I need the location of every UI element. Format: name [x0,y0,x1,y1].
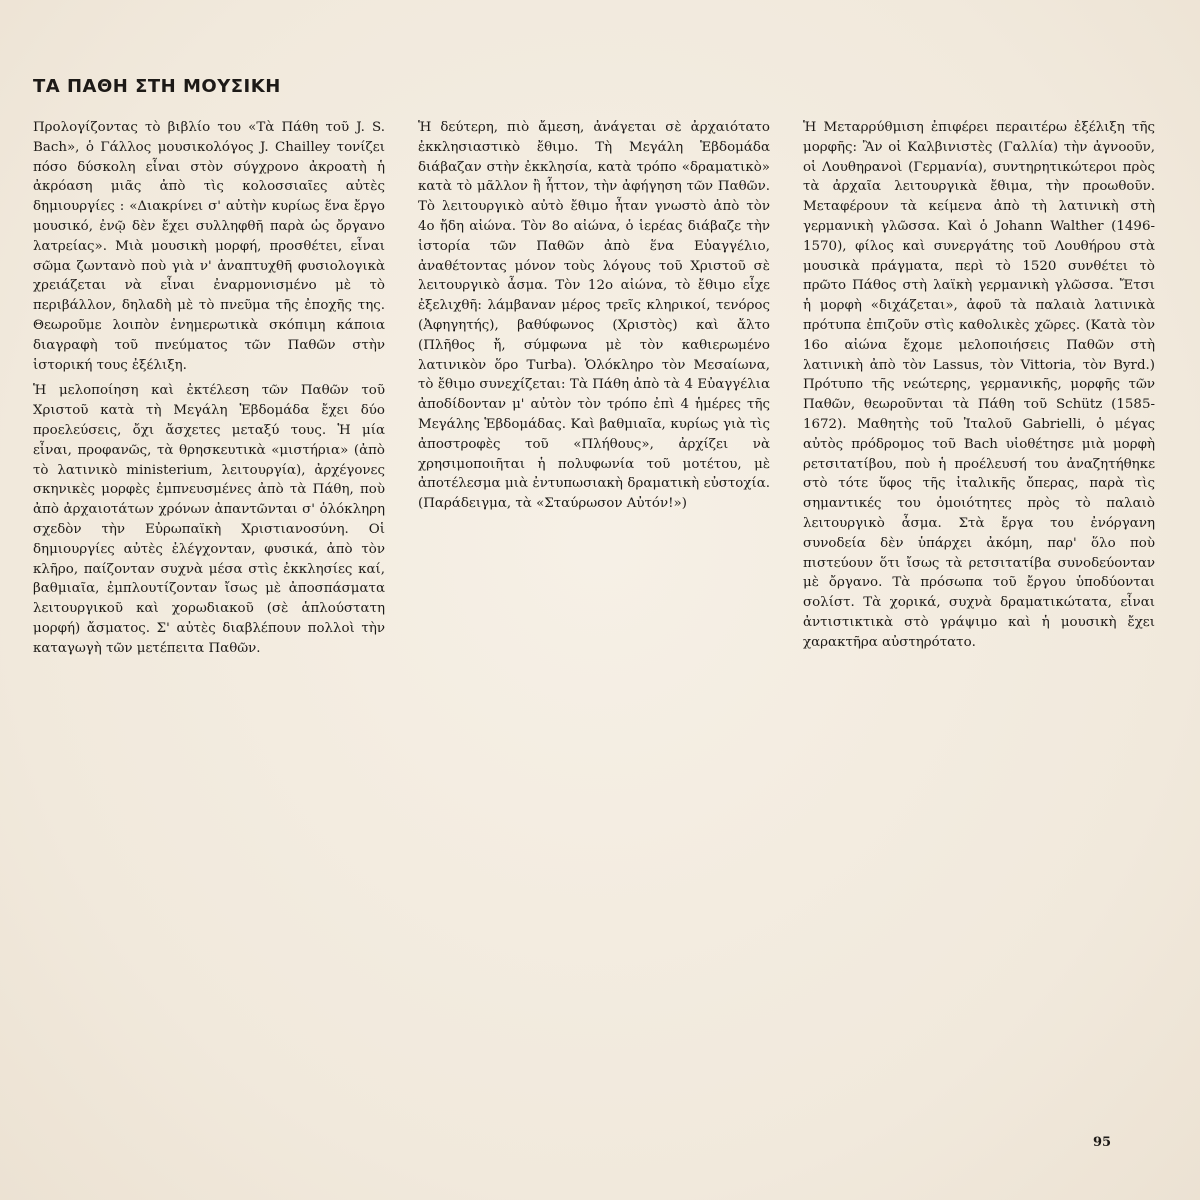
article-title: ΤΑ ΠΑΘΗ ΣΤΗ ΜΟΥΣΙΚΗ [33,76,281,97]
text-column-2 [418,118,770,514]
paragraph: Ἡ μελοποίηση καὶ ἐκτέλεση τῶν Παθῶν τοῦ Χριστοῦ κατὰ τὴ Μεγάλη Ἑβδομάδα ἔχει δύο προελεύσεις, ὄχι ἄσχετες μεταξύ τους. Ἡ μία εἶναι, προφανῶς, τὰ θρησκευτικὰ «μιστήρια» (ἀπὸ τὸ λατινικὸ ministerium, λειτουργία), ἀρχέγονες σκηνικὲς μορφὲς ἐμπνευσμένες ἀπὸ τὰ Πάθη, ποὺ ἀπὸ ἀρχαιοτάτων χρόνων ἀπαντῶνται σ' ὁλόκληρη σχεδὸν τὴν Εὐρωπαϊκὴ Χριστιανοσύνη. Οἱ δημιουργίες αὐτὲς ἐλέγχονταν, φυσικά, ἀπὸ τὸν κλῆρο, παίζονταν συχνὰ μέσα στὶς ἐκκλησίες καί, βαθμιαῖα, ἐμπλουτίζονταν ἴσως μὲ ἀποσπάσματα λειτουργικοῦ καὶ χορωδιακοῦ (σὲ ἁπλούστατη μορφή) ἄσματος. Σ' αὐτὲς διαβλέπουν πολλοὶ τὴν καταγωγὴ τῶν μετέπειτα Παθῶν. [33,383,385,656]
paragraph: Ἡ δεύτερη, πιὸ ἄμεση, ἀνάγεται σὲ ἀρχαιότατο ἐκκλησιαστικὸ ἔθιμο. Τὴ Μεγάλη Ἑβδομάδα διάβαζαν στὴν ἐκκλησία, κατὰ τρόπο «δραματικὸ» κατὰ τὸ μᾶλλον ἢ ἧττον, τὴν ἀφήγηση τῶν Παθῶν. Τὸ λειτουργικὸ αὐτὸ ἔθιμο ἦταν γνωστὸ ἀπὸ τὸν 4ο ἤδη αἰώνα. Τὸν 8ο αἰώνα, ὁ ἱερέας διάβαζε τὴν ἱστορία τῶν Παθῶν ἀπὸ ἕνα Εὐαγγέλιο, ἀναθέτοντας μόνον τοὺς λόγους τοῦ Χριστοῦ σὲ λειτουργικὸ ἆσμα. Τὸν 12ο αἰώνα, τὸ ἔθιμο εἶχε ἐξελιχθῆ: λάμβαναν μέρος τρεῖς κληρικοί, τενόρος (Ἀφηγητής), βαθύφωνος (Χριστὸς) καὶ ἄλτο (Πλῆθος ἤ, σύμφωνα μὲ τὸν καθιερωμένο λατινικὸν ὅρο Turba). Ὁλόκληρο τὸν Μεσαίωνα, τὸ ἔθιμο συνεχίζεται: Τὰ Πάθη ἀπὸ τὰ 4 Εὐαγγέλια ἀποδίδονταν μ' αὐτὸν τὸν τρόπο ἐπὶ 4 ἡμέρες τῆς Μεγάλης Ἑβδομάδας. Καὶ βαθμιαῖα, κυρίως γιὰ τὶς ἀποστροφὲς τοῦ «Πλήθους», ἀρχίζει νὰ χρησιμοποιῆται ἡ πολυφωνία τοῦ μοτέτου, μὲ ἀποτέλεσμα μιὰ ἐντυπωσιακὴ δραματικὴ εὐστοχία. (Παράδειγμα, τὰ «Σταύρωσον Αὐτόν!») [418,120,770,512]
text-column-1 [33,118,385,659]
paragraph: Προλογίζοντας τὸ βιβλίο του «Τὰ Πάθη τοῦ J. S. Bach», ὁ Γάλλος μουσικολόγος J. Chailley τονίζει πόσο δύσκολη εἶναι στὸν σύγχρονο ἀκροατὴ ἡ ἀκρόαση μιᾶς ἀπὸ τὶς κολοσσιαῖες αὐτὲς δημιουργίες : «Διακρίνει σ' αὐτὴν κυρίως ἕνα ἔργο μουσικό, ἐνῷ δὲν ἔχει συλληφθῆ παρὰ ὡς ὄργανο λατρείας». Μιὰ μουσικὴ μορφή, προσθέτει, εἶναι σῶμα ζωντανὸ ποὺ γιὰ ν' ἀναπτυχθῆ φυσιολογικὰ χρειάζεται νὰ εἶναι ἐναρμονισμένο μὲ τὸ περιβάλλον, δηλαδὴ μὲ τὸ πνεῦμα τῆς ἐποχῆς της. Θεωροῦμε λοιπὸν ἐνημερωτικὰ σκόπιμη κάποια διαγραφὴ τοῦ πνεύματος τῶν Παθῶν στὴν ἱστορική τους ἐξέλιξη. [33,120,385,373]
page-number: 95 [1093,1135,1112,1150]
paragraph: Ἡ Μεταρρύθμιση ἐπιφέρει περαιτέρω ἐξέλιξη τῆς μορφῆς: Ἂν οἱ Καλβινιστὲς (Γαλλία) τὴν ἀγνοοῦν, οἱ Λουθηρανοὶ (Γερμανία), συντηρητικώτεροι πρὸς τὰ ἀρχαῖα λειτουργικὰ ἔθιμα, τὴν προωθοῦν. Μεταφέρουν τὰ κείμενα ἀπὸ τὴ λατινικὴ στὴ γερμανικὴ γλῶσσα. Καὶ ὁ Johann Walther (1496-1570), φίλος καὶ συνεργάτης τοῦ Λουθήρου στὰ μουσικὰ πράγματα, περὶ τὸ 1520 συνθέτει τὸ πρῶτο Πάθος στὴ λαϊκὴ γερμανικὴ γλῶσσα. Ἔτσι ἡ μορφὴ «διχάζεται», ἀφοῦ τὰ παλαιὰ λατινικὰ πρότυπα ἐπιζοῦν στὶς καθολικὲς χῶρες. (Κατὰ τὸν 16ο αἰώνα ἔχομε μελοποιήσεις Παθῶν στὴ λατινικὴ ἀπὸ τὸν Lassus, τὸν Vittoria, τὸν Byrd.) Πρότυπο τῆς νεώτερης, γερμανικῆς, μορφῆς τῶν Παθῶν, θεωροῦνται τὰ Πάθη τοῦ Schütz (1585-1672). Μαθητὴς τοῦ Ἰταλοῦ Gabrielli, ὁ μέγας αὐτὸς πρόδρομος τοῦ Bach υἱοθέτησε μιὰ μορφὴ ρετσιτατίβου, ποὺ ἡ προέλευσή του ἀναζητήθηκε στὸ τότε ὕφος τῆς ἰταλικῆς ὄπερας, παρὰ τὶς σημαντικές του ὁμοιότητες πρὸς τὸ παλαιὸ λειτουργικὸ ἆσμα. Στὰ ἔργα του ἐνόργανη συνοδεία δὲν ὑπάρχει ἀκόμη, παρ' ὅλο ποὺ πιστεύουν ὅτι ἴσως τὰ ρετσιτατίβα συνοδεύονταν μὲ ὄργανο. Τὰ πρόσωπα τοῦ ἔργου ὑποδύονται σολίστ. Τὰ χορικά, συχνὰ δραματικώτατα, εἶναι ἀντιστικτικὰ στὸ γράψιμο καὶ ἡ μουσικὴ ἔχει χαρακτῆρα αὐστηρότατο. [803,120,1155,650]
text-column-3 [803,118,1155,653]
